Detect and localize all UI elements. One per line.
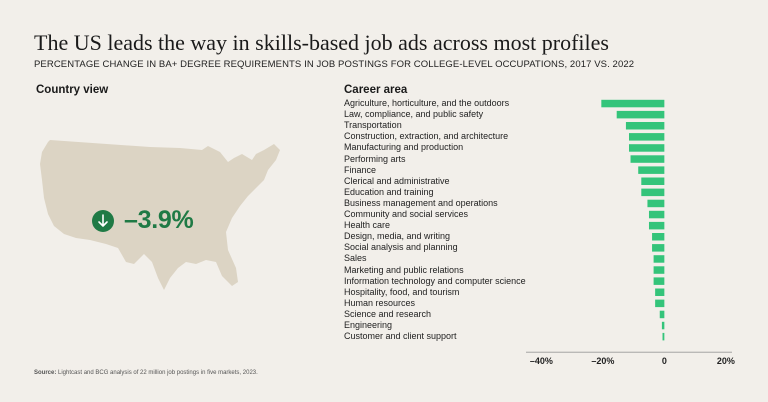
arrow-down-icon: [92, 210, 114, 232]
career-bar-chart: [520, 96, 750, 366]
bar: [662, 322, 664, 330]
bar: [652, 233, 664, 241]
category-label: Science and research: [344, 308, 432, 319]
bar: [654, 266, 665, 274]
category-label: Education and training: [344, 186, 434, 197]
x-tick-label: 0: [661, 356, 667, 366]
bar: [629, 144, 664, 152]
bar: [649, 211, 664, 219]
category-label: Marketing and public relations: [344, 264, 464, 275]
category-label: Finance: [344, 164, 377, 175]
bar: [631, 155, 665, 163]
bar: [638, 166, 664, 174]
category-label: Agriculture, horticulture, and the outdoors: [344, 98, 510, 108]
category-label: Clerical and administrative: [344, 175, 450, 186]
bar: [617, 111, 665, 119]
bar: [654, 277, 665, 285]
x-tick-label: –20%: [591, 356, 615, 366]
category-label: Manufacturing and production: [344, 142, 464, 153]
country-change-value: –3.9%: [124, 206, 194, 234]
category-label: Performing arts: [344, 153, 406, 164]
bar: [649, 222, 664, 230]
source-label: Source:: [34, 370, 57, 376]
bar: [655, 289, 664, 297]
chart-subtitle: PERCENTAGE CHANGE IN BA+ DEGREE REQUIREMENTS IN JOB POSTINGS FOR COLLEGE-LEVEL OCCUPATIONS, 2017 VS. 2022: [34, 59, 635, 70]
category-label: Sales: [344, 253, 367, 264]
category-label: Social analysis and planning: [344, 242, 458, 253]
bar: [660, 311, 665, 319]
bar: [641, 189, 664, 197]
source-text: Lightcast and BCG analysis of 22 million job postings in five markets, 2023.: [58, 370, 258, 376]
country-view-heading: Country view: [36, 84, 109, 96]
category-label: Engineering: [344, 320, 393, 330]
category-label: Information technology and computer science: [344, 275, 526, 286]
category-label: Transportation: [344, 120, 402, 131]
country-value-badge: [92, 206, 193, 235]
category-label: Design, media, and writing: [344, 231, 451, 242]
source-note: [34, 370, 258, 376]
category-label: Community and social services: [344, 209, 469, 219]
bar: [641, 178, 664, 186]
category-label: Business management and operations: [344, 197, 498, 208]
x-tick-label: 20%: [716, 356, 735, 366]
category-label: Customer and client support: [344, 331, 457, 342]
bar: [655, 300, 664, 308]
bar: [601, 100, 664, 108]
bar: [654, 255, 665, 263]
bar: [626, 122, 664, 130]
bar: [647, 200, 664, 208]
category-label: Health care: [344, 220, 391, 231]
career-area-heading: Career area: [344, 84, 408, 96]
category-label: Construction, extraction, and architecture: [344, 131, 509, 142]
bar: [652, 244, 664, 252]
category-label: Human resources: [344, 297, 416, 308]
x-tick-label: –40%: [529, 356, 553, 366]
chart-title: The US leads the way in skills-based job ads across most profiles: [34, 30, 609, 55]
category-label: Hospitality, food, and tourism: [344, 286, 460, 297]
bar: [663, 333, 665, 341]
bar: [629, 133, 664, 141]
category-label: Law, compliance, and public safety: [344, 109, 484, 120]
